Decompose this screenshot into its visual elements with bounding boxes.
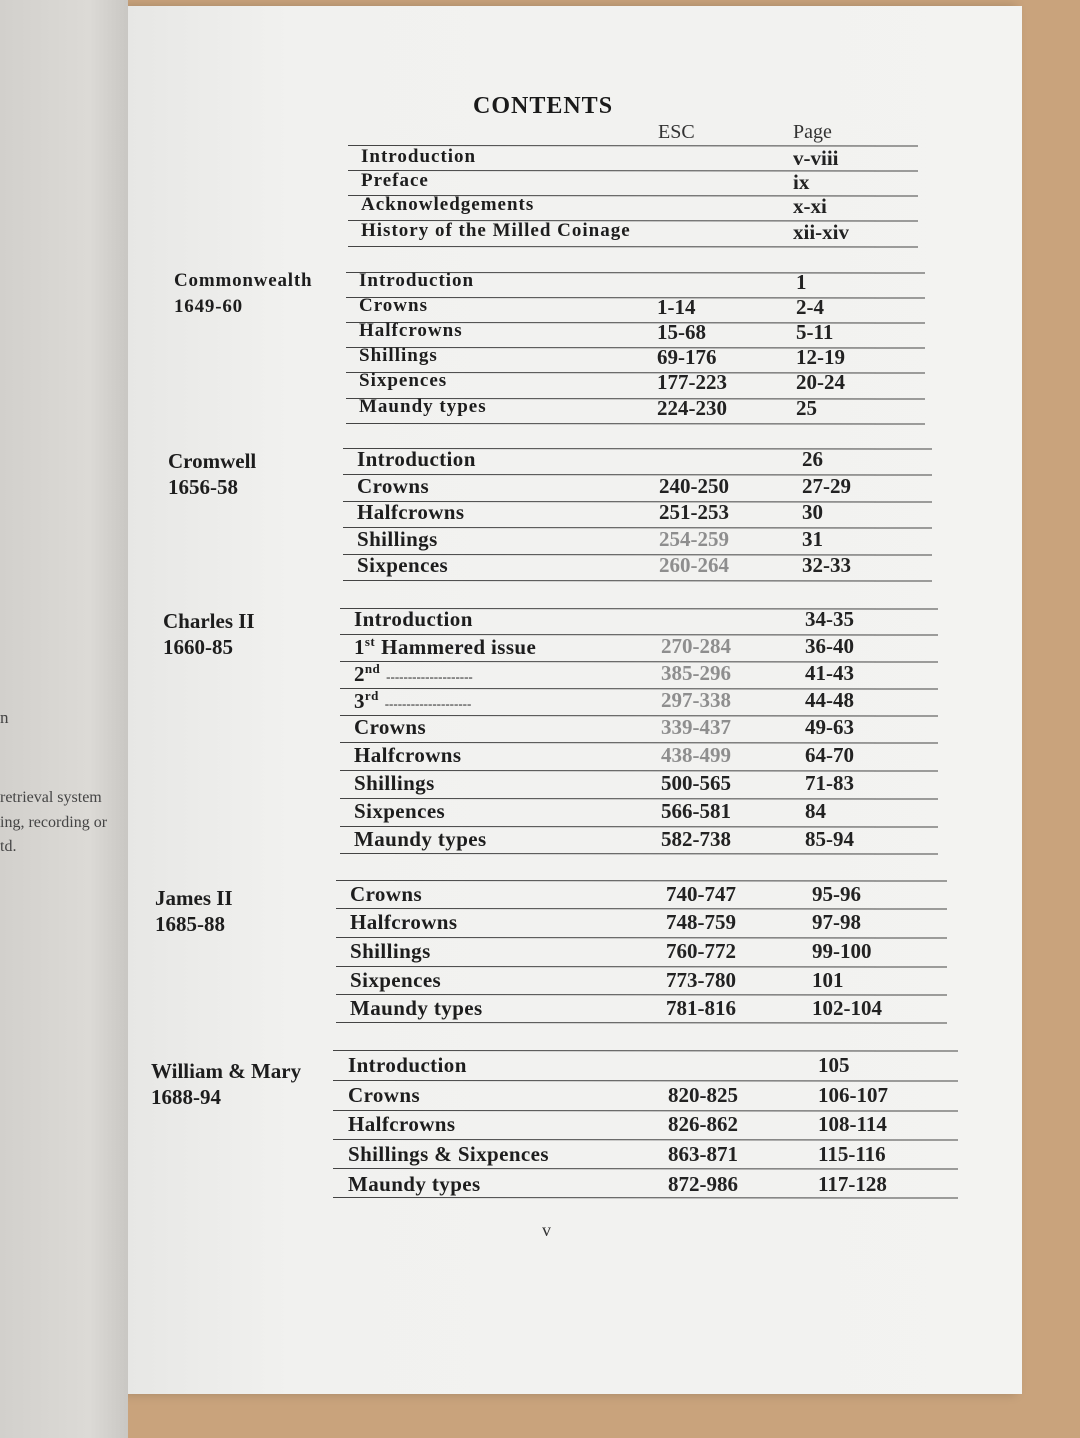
contents-row-page: 101 [812, 968, 844, 992]
page-number: v [542, 1220, 551, 1240]
ruler-name: Commonwealth [174, 270, 313, 291]
issue-label: -------------------- [386, 669, 473, 684]
contents-row-label: Sixpences [350, 968, 442, 992]
contents-row-esc: 15-68 [657, 320, 706, 344]
contents-row-label: Halfcrowns [350, 910, 458, 934]
contents-row-label: Shillings [350, 939, 431, 963]
issue-label: Hammered issue [381, 635, 537, 659]
contents-row-page: 27-29 [802, 474, 851, 498]
row-rule [346, 297, 925, 299]
contents-row-label: Crowns [357, 474, 430, 498]
contents-row-label: Shillings [354, 771, 435, 795]
contents-row-page: 85-94 [805, 827, 854, 851]
row-rule [340, 853, 938, 855]
row-rule [333, 1050, 958, 1052]
contents-row-label: Preface [361, 170, 429, 191]
contents-row-page: 1 [796, 270, 807, 294]
contents-row-page: 117-128 [818, 1172, 887, 1196]
contents-row-page: 36-40 [805, 634, 854, 658]
contents-row-esc: 863-871 [668, 1142, 738, 1166]
row-rule [343, 580, 932, 582]
contents-row-esc: 826-862 [668, 1112, 738, 1136]
facing-page-fragment: n [0, 708, 9, 727]
row-rule [333, 1080, 958, 1082]
ruler-dates: 1660-85 [163, 635, 233, 659]
contents-row-page: x-xi [793, 194, 827, 218]
contents-row-page: 71-83 [805, 771, 854, 795]
ruler-dates: 1656-58 [168, 475, 238, 499]
contents-row-page: 2-4 [796, 295, 824, 319]
contents-row-label: Crowns [350, 882, 423, 906]
contents-row-label [354, 661, 473, 687]
contents-row-page: 97-98 [812, 910, 861, 934]
contents-row-esc: 177-223 [657, 370, 727, 394]
contents-row-label: Acknowledgements [361, 194, 535, 215]
contents-row-label: Introduction [357, 447, 476, 471]
row-rule [348, 246, 918, 247]
facing-page-fragment: td. [0, 838, 17, 855]
contents-row-esc: 339-437 [661, 715, 731, 739]
contents-row-label: Shillings [359, 345, 438, 366]
contents-row-page: 64-70 [805, 743, 854, 767]
contents-row-label: Introduction [348, 1053, 467, 1077]
contents-row-esc: 69-176 [657, 345, 717, 369]
row-rule [346, 423, 925, 425]
contents-row-esc: 224-230 [657, 396, 727, 420]
contents-row-label: History of the Milled Coinage [361, 220, 631, 241]
contents-row-label: Maundy types [359, 396, 487, 417]
contents-row-page: 106-107 [818, 1083, 888, 1107]
contents-row-label: Maundy types [348, 1172, 481, 1196]
contents-row-esc: 254-259 [659, 527, 729, 551]
ruler-name: William & Mary [151, 1059, 302, 1083]
contents-row-label [354, 688, 471, 714]
contents-row-esc: 781-816 [666, 996, 736, 1020]
contents-row-label: Crowns [354, 715, 427, 739]
contents-row-esc: 1-14 [657, 295, 696, 319]
row-rule [333, 1139, 958, 1141]
contents-row-label: Sixpences [357, 553, 449, 577]
ruler-name: Charles II [163, 609, 255, 633]
contents-row-label: Introduction [361, 146, 477, 167]
esc-column-header: ESC [658, 121, 695, 143]
ordinal-suffix: nd [364, 661, 381, 676]
contents-row-label: Shillings [357, 527, 438, 551]
contents-row-esc: 260-264 [659, 553, 729, 577]
contents-row-esc: 500-565 [661, 771, 731, 795]
contents-row-label: Crowns [348, 1083, 421, 1107]
contents-row-page: 95-96 [812, 882, 861, 906]
contents-row-label: Sixpences [354, 799, 446, 823]
contents-row-page: 31 [802, 527, 823, 551]
contents-row-page: 84 [805, 799, 826, 823]
ruler-dates: 1685-88 [155, 912, 225, 936]
contents-row-label: Halfcrowns [348, 1112, 456, 1136]
contents-row-label [354, 634, 536, 660]
facing-page-fragment: retrieval system [0, 789, 102, 806]
contents-row-esc: 270-284 [661, 634, 731, 658]
contents-row-esc: 385-296 [661, 661, 731, 685]
contents-row-page: 34-35 [805, 607, 854, 631]
contents-row-label: Crowns [359, 295, 428, 316]
contents-row-page: 44-48 [805, 688, 854, 712]
contents-row-esc: 820-825 [668, 1083, 738, 1107]
contents-row-page: 41-43 [805, 661, 854, 685]
contents-row-esc: 240-250 [659, 474, 729, 498]
contents-row-label: Introduction [359, 270, 475, 291]
contents-row-page: 26 [802, 447, 823, 471]
contents-row-label: Sixpences [359, 370, 448, 391]
contents-row-page: 25 [796, 396, 817, 420]
contents-row-label: Introduction [354, 607, 473, 631]
contents-row-page: 105 [818, 1053, 850, 1077]
ruler-name: James II [155, 886, 233, 910]
contents-row-page: 32-33 [802, 553, 851, 577]
contents-row-esc: 438-499 [661, 743, 731, 767]
contents-row-label: Maundy types [350, 996, 483, 1020]
ruler-name: Cromwell [168, 449, 257, 473]
issue-ordinal: 1 [354, 635, 365, 659]
contents-row-esc: 740-747 [666, 882, 736, 906]
contents-row-page: v-viii [793, 146, 839, 170]
facing-page-fragment: ing, recording or [0, 814, 108, 831]
row-rule [333, 1168, 958, 1170]
contents-row-page: ix [793, 170, 810, 194]
ruler-dates: 1649-60 [174, 296, 243, 317]
contents-row-page: 20-24 [796, 370, 845, 394]
contents-row-label: Halfcrowns [354, 743, 462, 767]
ordinal-suffix: rd [364, 688, 379, 703]
contents-row-esc: 872-986 [668, 1172, 738, 1196]
issue-ordinal: 2 [354, 662, 365, 686]
contents-row-page: 30 [802, 500, 823, 524]
contents-row-esc: 582-738 [661, 827, 731, 851]
contents-row-label: Halfcrowns [359, 320, 463, 341]
ordinal-suffix: st [364, 634, 376, 649]
page-column-header: Page [793, 121, 832, 143]
contents-row-label: Halfcrowns [357, 500, 465, 524]
issue-label: -------------------- [384, 696, 472, 711]
contents-row-page: 108-114 [818, 1112, 887, 1136]
contents-row-page: 5-11 [796, 320, 834, 344]
contents-row-esc: 297-338 [661, 688, 731, 712]
contents-row-page: xii-xiv [793, 220, 849, 244]
row-rule [336, 1022, 947, 1024]
contents-row-esc: 251-253 [659, 500, 729, 524]
contents-row-label: Maundy types [354, 827, 487, 851]
contents-row-label: Shillings & Sixpences [348, 1142, 549, 1166]
ruler-dates: 1688-94 [151, 1085, 221, 1109]
contents-row-page: 12-19 [796, 345, 845, 369]
contents-row-esc: 566-581 [661, 799, 731, 823]
issue-ordinal: 3 [354, 689, 365, 713]
contents-row-esc: 748-759 [666, 910, 736, 934]
contents-row-esc: 773-780 [666, 968, 736, 992]
contents-row-page: 115-116 [818, 1142, 886, 1166]
contents-row-page: 102-104 [812, 996, 882, 1020]
contents-row-esc: 760-772 [666, 939, 736, 963]
contents-row-page: 99-100 [812, 939, 872, 963]
page-title: CONTENTS [473, 93, 614, 119]
row-rule [333, 1197, 958, 1199]
contents-row-page: 49-63 [805, 715, 854, 739]
